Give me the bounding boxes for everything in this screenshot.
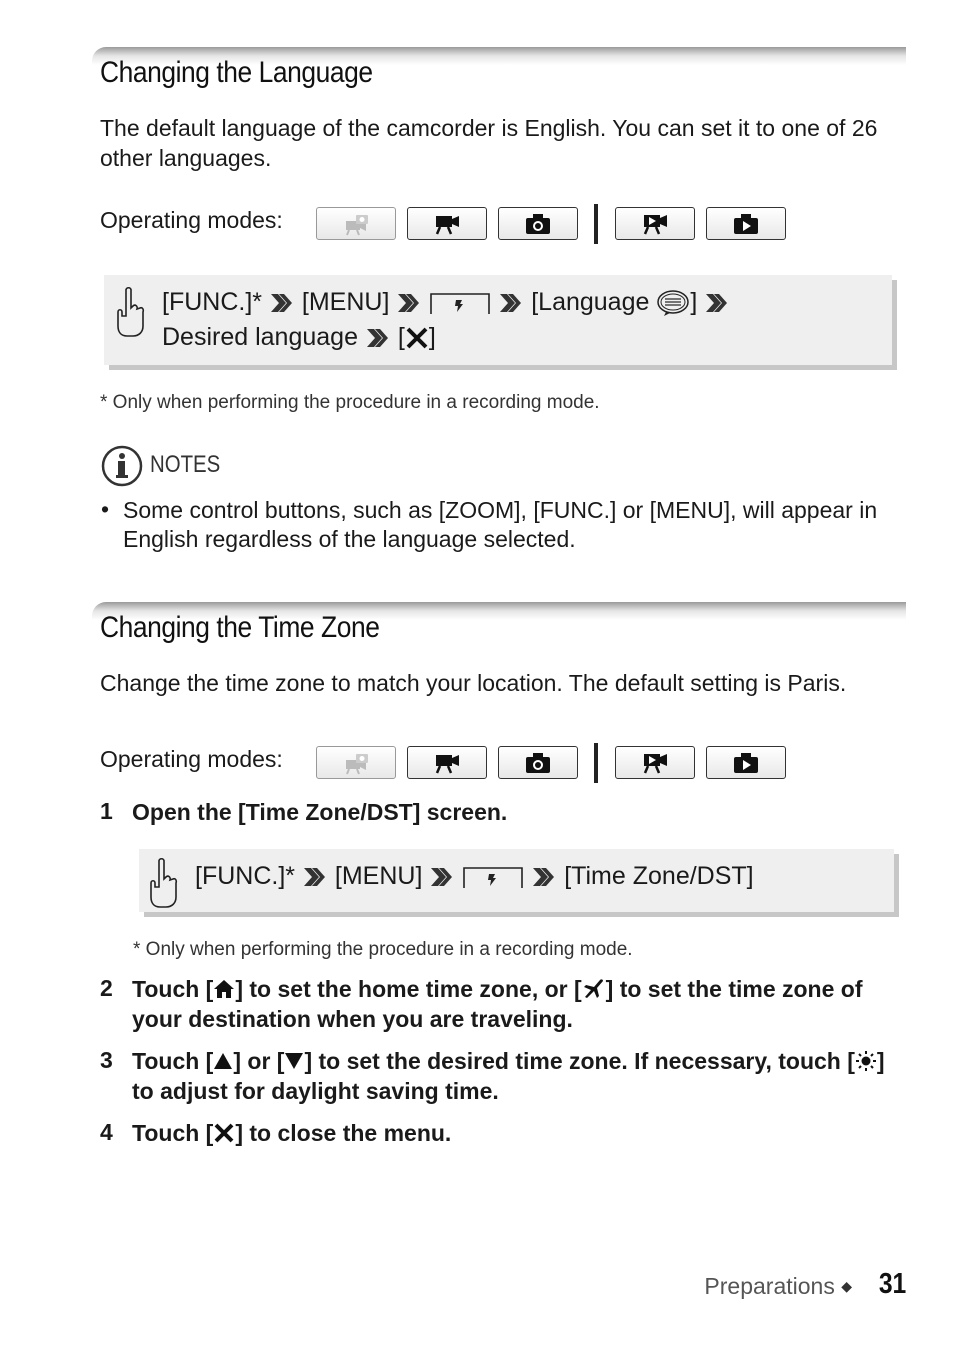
section-intro: The default language of the camcorder is English. You can set it to one of 26 other languages. — [100, 115, 878, 171]
info-icon — [100, 444, 144, 488]
bracket-open: [ — [397, 323, 405, 351]
movie-playback-icon — [638, 211, 672, 237]
step-text: Touch [ ] to close the menu. — [132, 1120, 452, 1146]
procedure-line-1 — [195, 862, 754, 891]
footnote: * Only when performing the procedure in a recording mode. — [133, 939, 633, 960]
desired-language-label: Desired language — [162, 323, 358, 351]
menu-label: [MENU] — [301, 288, 390, 316]
photo-icon — [521, 750, 555, 776]
touch-hand-icon — [114, 286, 148, 338]
sun-icon — [855, 1050, 877, 1072]
footer-section-label: Preparations ◆ — [704, 1273, 852, 1299]
operating-modes-label: Operating modes: — [100, 207, 283, 233]
mode-movie-playback — [615, 207, 695, 240]
bracket-close: ] — [690, 288, 698, 316]
func-label: [FUNC.]* — [162, 288, 262, 316]
procedure-line-2 — [162, 323, 436, 352]
next-step-arrow-icon — [704, 290, 730, 316]
language-icon — [656, 289, 690, 317]
photo-icon — [521, 211, 555, 237]
timezone-menu-label: [Time Zone/DST] — [564, 862, 754, 890]
footnote: * Only when performing the procedure in a recording mode. — [100, 392, 600, 413]
photo-playback-icon — [729, 211, 763, 237]
note-item: Some control buttons, such as [ZOOM], [FUNC.] or [MENU], will appear in English regardless of the language selected. — [123, 497, 878, 552]
mode-photo-playback — [706, 207, 786, 240]
setup-tab-icon — [429, 290, 491, 316]
step-number: 4 — [100, 1119, 113, 1145]
mode-separator — [594, 743, 598, 783]
movie-icon — [430, 750, 464, 776]
next-step-arrow-icon — [498, 290, 524, 316]
mode-movie-playback — [615, 746, 695, 779]
close-icon — [405, 326, 429, 350]
photo-playback-icon — [729, 750, 763, 776]
home-icon — [213, 978, 235, 1000]
mode-photo-playback — [706, 746, 786, 779]
mode-photo-record — [498, 746, 578, 779]
touch-hand-icon — [147, 857, 181, 909]
step-number: 3 — [100, 1047, 113, 1073]
operating-modes-label: Operating modes: — [100, 746, 283, 772]
procedure-line-1 — [162, 288, 730, 317]
dual-shot-icon — [336, 750, 376, 776]
step-text: Open the [Time Zone/DST] screen. — [132, 799, 508, 825]
mode-dual-shot — [316, 207, 396, 240]
menu-label: [MENU] — [334, 862, 423, 890]
next-step-arrow-icon — [269, 290, 295, 316]
section-title: Changing the Language — [100, 56, 373, 89]
mode-dual-shot — [316, 746, 396, 779]
notes-heading: NOTES — [150, 451, 221, 478]
close-icon — [213, 1122, 235, 1144]
up-arrow-icon — [213, 1051, 233, 1071]
page-number: 31 — [878, 1268, 906, 1300]
step-text: Touch [ ] to set the home time zone, or [ ] to set the time zone of your destination when you are traveling. — [132, 976, 863, 1032]
movie-playback-icon — [638, 750, 672, 776]
next-step-arrow-icon — [365, 325, 391, 351]
section-intro: Change the time zone to match your location. The default setting is Paris. — [100, 670, 847, 696]
next-step-arrow-icon — [396, 290, 422, 316]
next-step-arrow-icon — [429, 864, 455, 890]
bullet-icon: • — [101, 496, 110, 522]
mode-movie-record — [407, 746, 487, 779]
diamond-icon: ◆ — [841, 1278, 852, 1294]
next-step-arrow-icon — [531, 864, 557, 890]
step-number: 2 — [100, 975, 113, 1001]
language-menu-label: [Language — [531, 288, 650, 316]
step-text: Touch [ ] or [ ] to set the desired time zone. If necessary, touch [ ] to adjust for daylight saving time. — [132, 1048, 885, 1104]
down-arrow-icon — [284, 1051, 304, 1071]
bracket-close: ] — [428, 323, 436, 351]
next-step-arrow-icon — [302, 864, 328, 890]
mode-photo-record — [498, 207, 578, 240]
movie-icon — [430, 211, 464, 237]
mode-movie-record — [407, 207, 487, 240]
airplane-icon — [582, 978, 606, 1000]
mode-separator — [594, 204, 598, 244]
step-number: 1 — [100, 798, 113, 824]
dual-shot-icon — [336, 211, 376, 237]
func-label: [FUNC.]* — [195, 862, 295, 890]
section-title: Changing the Time Zone — [100, 611, 380, 644]
setup-tab-icon — [462, 864, 524, 890]
